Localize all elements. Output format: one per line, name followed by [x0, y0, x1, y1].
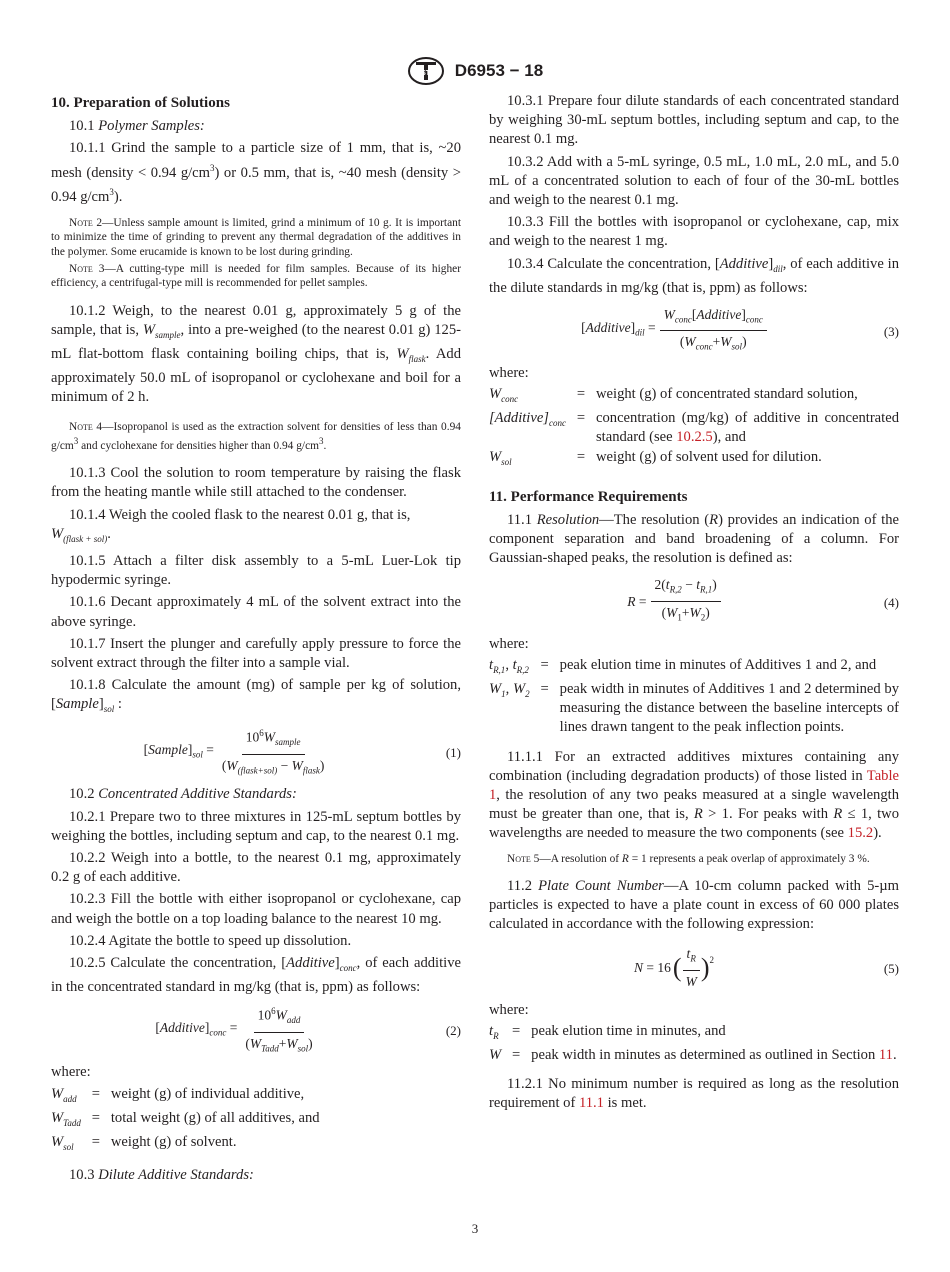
page-header [0, 56, 950, 86]
para-10-1-6: 10.1.6 Decant approximately 4 mL of the solvent extract into the above syringe. [51, 594, 461, 630]
svg-text:ASTM: ASTM [415, 70, 436, 77]
para-10-2-3: 10.2.3 Fill the bottle with either isopropanol or cyclohexane, cap and weigh the bottle on a top loading balance to the nearest 10 mg. [51, 891, 461, 927]
definition-list-2: $W_{add}$ = weight (g) of individual additive, $W_{Tadd}$ = total weight (g) of all additives, and $W_{sol}$ = weight (g) of solvent. [51, 1085, 320, 1152]
definition-list-4: $t_{R,1}$, $t_{R,2}$ = peak elution time in minutes of Additives 1 and 2, and $W_1$, $W_2$ = peak width in minutes of Additives 1 and 2 determined by measuring the distance between the baseline intercepts of lines drawn tangent to the peak inflection points. [489, 656, 899, 736]
equation-4: R = $\frac{2(t_{R,2} - t_{R,1})}{(W_1+W_2)}$ (4) [627, 577, 899, 623]
equation-1: $[Sample]_{sol}$ = $\frac{10^6W_{sample}}{(W_{(flask+sol)} - W_{flask})}$ (1) [51, 729, 461, 775]
equation-number: (1) [445, 745, 461, 761]
para-10-2-5: 10.2.5 Calculate the concentration, $[Additive]_{conc}$, of each additive in the concentrated standard in mg/kg (that is, ppm) as follows: [51, 955, 461, 996]
link-10-2-5[interactable]: 10.2.5 [676, 429, 713, 446]
equation-number: (4) [883, 594, 899, 610]
para-10-3-3: 10.3.3 Fill the bottles with isopropanol or cyclohexane, cap, mix and weigh to the nearest 1 mg. [489, 214, 899, 250]
link-11-1[interactable]: 11.1 [578, 1095, 604, 1112]
right-column [489, 92, 899, 1113]
note-5: Note 5—A resolution of R = 1 represents a peak overlap of approximately 3 %. [507, 852, 870, 865]
para-11-2: 11.2 Plate Count Number—A 10-cm column packed with 5-µm particles is expected to have a plate count in excess of 60 000 plates calculated in accordance with the following expression: [489, 877, 899, 933]
para-10-1-1: 10.1.1 Grind the sample to a particle size of 1 mm, that is, ~20 mesh (density < 0.94 $g/cm^3$) or 0.5 mm, that is, ~40 mesh (density > 0.94 $g/cm^3$). [51, 140, 461, 205]
equation-number: (3) [883, 323, 899, 339]
para-10-1-5: 10.1.5 Attach a filter disk assembly to a 5-mL Luer-Lok tip hypodermic syringe. [51, 552, 461, 589]
note-2: Note 2—Unless sample amount is limited, grind a minimum of 10 g. It is important to minimize the time of grinding to prevent any thermal degradation of the additives in the polymer. Some erucamide is known to be lost during grinding. [51, 216, 461, 258]
definition-list-5: $t_R$ = peak elution time in minutes, and W = peak width in minutes as determined as outlined in Section 11. [489, 1022, 897, 1063]
link-table-1[interactable]: Table 1 [489, 767, 899, 803]
section-11-heading: 11. Performance Requirements [489, 488, 688, 505]
para-10-2-1: 10.2.1 Prepare two to three mixtures in 125-mL septum bottles by weighing the bottles, including septum and cap, to the nearest 0.1 mg. [51, 808, 461, 844]
para-11-1: 11.1 Resolution—The resolution (R) provides an indication of the component separation and band broadening of a column. For Gaussian-shaped peaks, the resolution is defined as: [489, 511, 899, 567]
equation-2: $[Additive]_{conc}$ = $\frac{10^6W_{add}}{(W_{Tadd}+W_{sol})}$ (2) [51, 1007, 461, 1053]
para-10-1-8: 10.1.8 Calculate the amount (mg) of sample per kg of solution, $[Sample]_{sol}$ : [51, 677, 461, 715]
link-section-11[interactable]: 11 [878, 1046, 893, 1063]
para-10-1-2: 10.1.2 Weigh, to the nearest 0.01 g, approximately 5 g of the sample, that is, $W_{sample}$, into a pre-weighed (to the nearest 0.01 g) 125-mL flat-bottom flask containing boiling chips, that is, $W_{flask}$. Add approximately 50.0 mL of isopropanol or cyclohexane and boil for a minimum of 2 h. [51, 302, 461, 406]
left-column [51, 92, 461, 1185]
where-label: where: [489, 364, 529, 381]
note-3: Note 3—A cutting-type mill is needed for film samples. Because of its higher efficiency, a centrifugal-type mill is recommended for pellet samples. [51, 262, 461, 290]
para-10-2: 10.2 Concentrated Additive Standards: [69, 786, 297, 803]
page-number: 3 [471, 1221, 479, 1236]
definition-list-3: $W_{conc}$ = weight (g) of concentrated standard solution, $[Additive]_{conc}$ = concentration (mg/kg) of additive in concentrated standard (see 10.2.5), and $W_{sol}$ = weight (g) of solvent used for dilution. [489, 386, 899, 467]
para-10-2-4: 10.2.4 Agitate the bottle to speed up dissolution. [69, 932, 352, 949]
equation-3: $[Additive]_{dil}$ = $\frac{W_{conc}[Additive]_{conc}}{(W_{conc}+W_{sol})}$ (3) [581, 306, 899, 353]
where-label: where: [51, 1064, 91, 1081]
para-11-1-1: 11.1.1 For an extracted additives mixtures containing any combination (including degradation products) of those listed in Table 1, the resolution of any two peaks measured at a single wavelength must be greater than one, that is, R > 1. For peaks with R ≤ 1, two wavelengths are needed to measure the two components (see 15.2). [489, 748, 899, 842]
para-10-2-2: 10.2.2 Weigh into a bottle, to the nearest 0.1 mg, approximately 0.2 g of each additive. [51, 850, 461, 886]
para-11-2-1: 11.2.1 No minimum number is required as long as the resolution requirement of 11.1 is met. [489, 1076, 899, 1112]
document-code: D6953 − 18 [454, 61, 544, 80]
para-10-3: 10.3 Dilute Additive Standards: [69, 1166, 254, 1183]
equation-number: (5) [883, 960, 899, 976]
where-label: where: [489, 635, 529, 652]
where-label: where: [489, 1001, 529, 1018]
para-10-1: 10.1 Polymer Samples: [69, 118, 205, 135]
para-10-1-7: 10.1.7 Insert the plunger and carefully apply pressure to force the solvent extract through the filter into a sample vial. [51, 635, 461, 671]
para-10-1-4: 10.1.4 Weigh the cooled flask to the nearest 0.01 g, that is, $W_{(flask + sol)}$. [51, 506, 411, 544]
para-10-1-3: 10.1.3 Cool the solution to room temperature by raising the flask from the heating mantle while still attached to the condenser. [51, 465, 461, 501]
link-15-2[interactable]: 15.2 [847, 825, 874, 842]
para-10-3-4: 10.3.4 Calculate the concentration, $[Additive]_{dil}$, of each additive in the dilute standards in mg/kg (that is, ppm) as follows: [489, 255, 899, 296]
para-10-3-1: 10.3.1 Prepare four dilute standards of each concentrated standard by weighing 30-mL septum bottles, including septum and cap, to the nearest 0.1 mg. [489, 93, 899, 148]
equation-number: (2) [445, 1023, 461, 1039]
note-4: Note 4—Isopropanol is used as the extraction solvent for densities of less than 0.94 $g/cm^3$ and cyclohexane for densities higher than 0.94 $g/cm^3$. [51, 420, 461, 452]
equation-5: N = 16 ( $\frac{t_R}{W}$ ) $^2$ (5) [634, 945, 899, 989]
section-10-heading: 10. Preparation of Solutions [51, 95, 230, 111]
astm-logo-icon [407, 56, 445, 86]
para-10-3-2: 10.3.2 Add with a 5-mL syringe, 0.5 mL, 1.0 mL, 2.0 mL, and 5.0 mL of a concentrated solution to each of four of the 30-mL bottles and weigh to the nearest 0.1 mg. [489, 153, 899, 209]
